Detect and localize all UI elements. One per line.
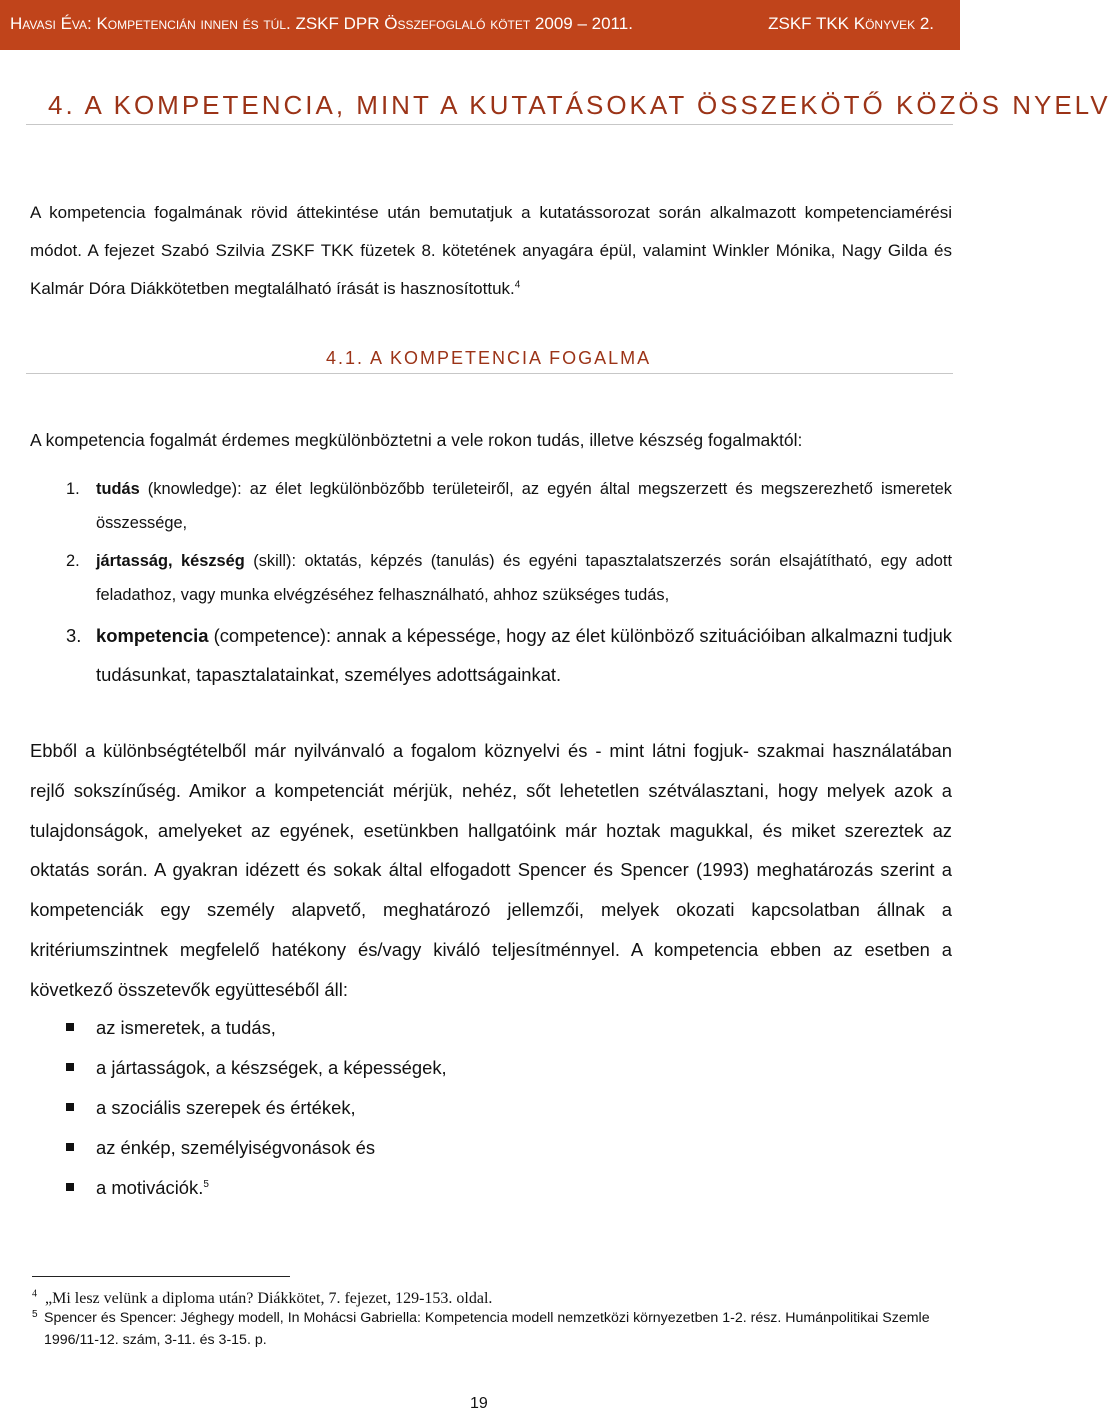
bullet-square-icon (66, 1063, 74, 1071)
definition-term: kompetencia (96, 625, 209, 646)
footnote-5: 5 Spencer és Spencer: Jéghegy modell, In Mohácsi Gabriella: Kompetencia modell nemzetközi környezetben 1-2. rész. Humánpolitikai Szemle 1996/11-12. szám, 3-11. és 3-15. p. (32, 1309, 930, 1348)
bullet-square-icon (66, 1023, 74, 1031)
definition-item-1 (66, 472, 952, 540)
definition-term: tudás (96, 480, 140, 498)
footnote-number: 4 (32, 1288, 37, 1300)
definition-num: 3. (66, 625, 82, 646)
footnote-ref-4[interactable]: 4 (514, 279, 521, 291)
definition-term: jártasság, készség (96, 552, 245, 570)
definition-text: (knowledge): az élet legkülönbözőbb területeiről, az egyén által megszerzett és megszerezhető ismeretek összessége, (96, 480, 952, 532)
definition-text: (skill): oktatás, képzés (tanulás) és egyéni tapasztalatszerzés során elsajátítható, egy adott feladathoz, vagy munka elvégzéséhez felhasználható, ahhoz szükséges tudás, (96, 552, 952, 604)
definition-num: 1. (66, 480, 80, 498)
chapter-title: 4. A KOMPETENCIA, MINT A KUTATÁSOKAT ÖSSZEKÖTŐ KÖZÖS NYELV (48, 90, 1111, 120)
header-right-text: ZSKF TKK Könyvek 2. (768, 14, 934, 33)
header-left-text: Havasi Éva: Kompetencián innen és túl. ZSKF DPR Összefoglaló kötet 2009 – 2011. (10, 14, 633, 33)
definition-intro: A kompetencia fogalmát érdemes megkülönböztetni a vele rokon tudás, illetve készség fogalmaktól: (30, 430, 803, 450)
definition-item-2 (66, 544, 952, 612)
footnote-separator (32, 1276, 290, 1277)
body-paragraph: Ebből a különbségtételből már nyilvánvaló a fogalom köznyelvi és - mint látni fogjuk- szakmai használatában rejlő sokszínűség. Amikor a kompetenciát mérjük, nehéz, sőt lehetetlen szétválasztani, hogy melyek azok a tulajdonságok, amelyeket az egyének, esetünkben hallgatóink már hoztak magukkal, és miket szereztek az oktatás során. A gyakran idézett és sokak által elfogadott Spencer és Spencer (1993) meghatározás szerint a kompetenciák egy személy alapvető, meghatározó jellemzői, melyek okozati kapcsolatban állnak a kritériumszintnek megfelelő hatékony és/vagy kiváló teljesítménnyel. A kompetencia ebben az esetben a következő összetevők együtteséből áll: (30, 740, 952, 1000)
footnote-ref-5[interactable]: 5 (203, 1178, 209, 1190)
section-title-rule (26, 373, 953, 374)
intro-text: A kompetencia fogalmának rövid áttekintése után bemutatjuk a kutatássorozat során alkalmazott kompetenciamérési módot. A fejezet Szabó Szilvia ZSKF TKK füzetek 8. kötetének anyagára épül, valamint Winkler Mónika, Nagy Gilda és Kalmár Dóra Diákkötetben megtalálható írását is hasznosítottuk. (30, 203, 952, 298)
definition-list (66, 472, 952, 694)
page-number: 19 (470, 1395, 488, 1412)
intro-paragraph (30, 194, 952, 308)
footnote-text: „Mi lesz velünk a diploma után? Diákkötet, 7. fejezet, 129-153. oldal. (45, 1290, 493, 1307)
bullet-square-icon (66, 1183, 74, 1191)
bullet-square-icon (66, 1103, 74, 1111)
bullet-square-icon (66, 1143, 74, 1151)
chapter-title-rule (26, 124, 953, 125)
definition-num: 2. (66, 552, 80, 570)
running-header (0, 0, 960, 50)
definition-item-3 (66, 616, 952, 694)
section-title: 4.1. A KOMPETENCIA FOGALMA (326, 348, 652, 368)
definition-text: (competence): annak a képessége, hogy az élet különböző szituációiban alkalmazni tudjuk tudásunkat, tapasztalatainkat, személyes adottságainkat. (96, 625, 952, 685)
footnote-text: Spencer és Spencer: Jéghegy modell, In Mohácsi Gabriella: Kompetencia modell nemzetközi környezetben 1-2. rész. Humánpolitikai Szemle 1996/11-12. szám, 3-11. és 3-15. p. (44, 1310, 930, 1348)
